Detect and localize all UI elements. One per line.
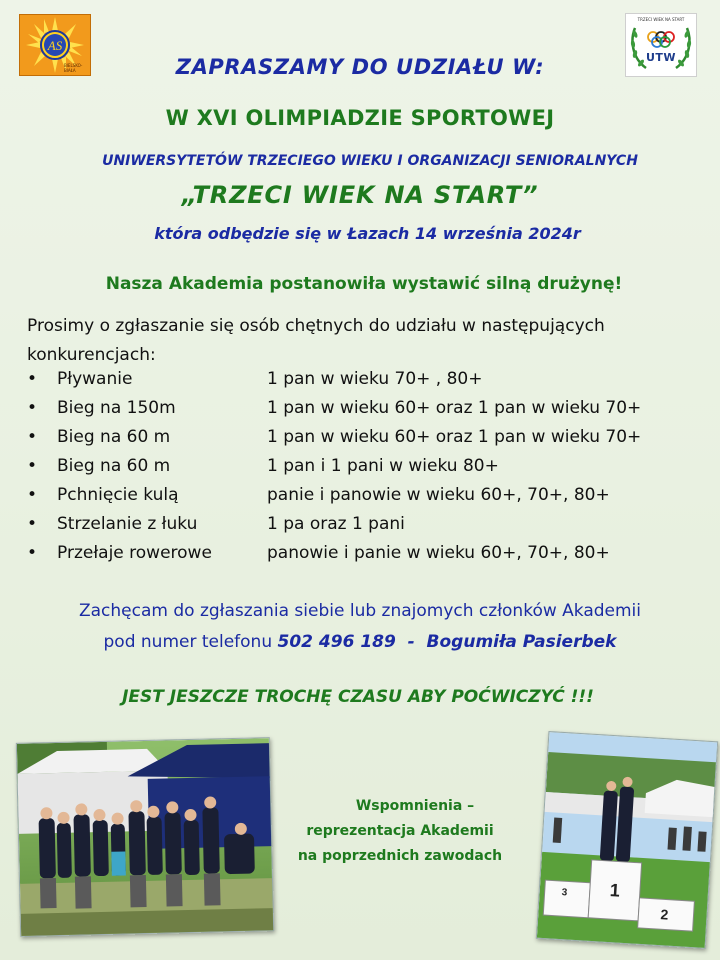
competition-category: 1 pa oraz 1 pani: [267, 514, 405, 534]
competition-category: 1 pan w wieku 60+ oraz 1 pan w wieku 70+: [267, 398, 642, 418]
event-place-date: która odbędzie się w Łazach 14 września 2024r: [154, 224, 581, 243]
competition-category: panie i panowie w wieku 60+, 70+, 80+: [267, 485, 610, 505]
list-item: [27, 398, 717, 427]
competition-name: Pływanie: [57, 369, 133, 389]
list-item: [27, 514, 717, 543]
intro-text: [27, 312, 605, 370]
competition-name: Pchnięcie kulą: [57, 485, 179, 505]
list-item: [27, 456, 717, 485]
caption-line-2: reprezentacja Akademii: [306, 823, 494, 839]
podium-second-label: 2: [660, 906, 669, 923]
academy-logo-text: AS: [47, 38, 63, 53]
intro-line-1: Prosimy o zgłaszanie się osób chętnych do udziału w następujących: [27, 316, 605, 336]
invite-heading: ZAPRASZAMY DO UDZIAŁU W:: [175, 55, 545, 79]
podium-third-label: 3: [561, 887, 568, 899]
podium-photo: [536, 731, 718, 949]
group-photo: [16, 737, 274, 937]
list-item: [27, 427, 717, 456]
list-item: [27, 485, 717, 514]
organizers-line: UNIWERSYTETÓW TRZECIEGO WIEKU I ORGANIZACJI SENIORALNYCH: [102, 153, 638, 169]
competition-name: Przełaje rowerowe: [57, 543, 212, 563]
caption-line-3: na poprzednich zawodach: [297, 848, 503, 864]
bullet: •: [27, 543, 38, 563]
bullet: •: [27, 456, 38, 476]
competition-category: 1 pan w wieku 70+ , 80+: [267, 369, 483, 389]
list-item: [27, 369, 717, 398]
utw-logo-top-text: TRZECI WIEK NA START: [637, 17, 685, 22]
competition-name: Strzelanie z łuku: [57, 514, 198, 534]
intro-line-2: konkurencjach:: [27, 345, 156, 365]
competition-name: Bieg na 60 m: [57, 427, 171, 447]
competition-category: 1 pan w wieku 60+ oraz 1 pan w wieku 70+: [267, 427, 642, 447]
bullet: •: [27, 514, 38, 534]
contact-person: Bogumiła Pasierbek: [426, 632, 617, 652]
list-item: [27, 543, 717, 572]
competition-category: 1 pan i 1 pani w wieku 80+: [267, 456, 499, 476]
contact-separator: -: [395, 632, 427, 652]
competition-list: [27, 369, 717, 572]
event-title: W XVI OLIMPIADZIE SPORTOWEJ: [165, 106, 555, 130]
competition-name: Bieg na 60 m: [57, 456, 171, 476]
bullet: •: [27, 427, 38, 447]
bullet: •: [27, 485, 38, 505]
event-motto: „TRZECI WIEK NA START”: [181, 181, 539, 209]
closing-slogan: JEST JESZCZE TROCHĘ CZASU ABY POĆWICZYĆ !!!: [122, 687, 594, 707]
competition-name: Bieg na 150m: [57, 398, 176, 418]
podium-first-label: 1: [609, 880, 621, 901]
bullet: •: [27, 369, 38, 389]
utw-logo-name: UTW: [645, 51, 677, 64]
contact-prefix: pod numer telefonu: [103, 632, 278, 652]
contact-phone: 502 496 189: [277, 632, 396, 652]
photo-caption: [270, 794, 530, 869]
contact-line-1: Zachęcam do zgłaszania siebie lub znajomych członków Akademii: [78, 601, 641, 621]
team-note: Nasza Akademia postanowiła wystawić silną drużynę!: [105, 274, 623, 294]
bullet: •: [27, 398, 38, 418]
competition-category: panowie i panie w wieku 60+, 70+, 80+: [267, 543, 610, 563]
caption-line-1: Wspomnienia –: [355, 798, 475, 814]
academy-logo-subtitle: BIELSKO-BIAŁA: [64, 63, 83, 73]
contact-line-2: [0, 632, 720, 652]
